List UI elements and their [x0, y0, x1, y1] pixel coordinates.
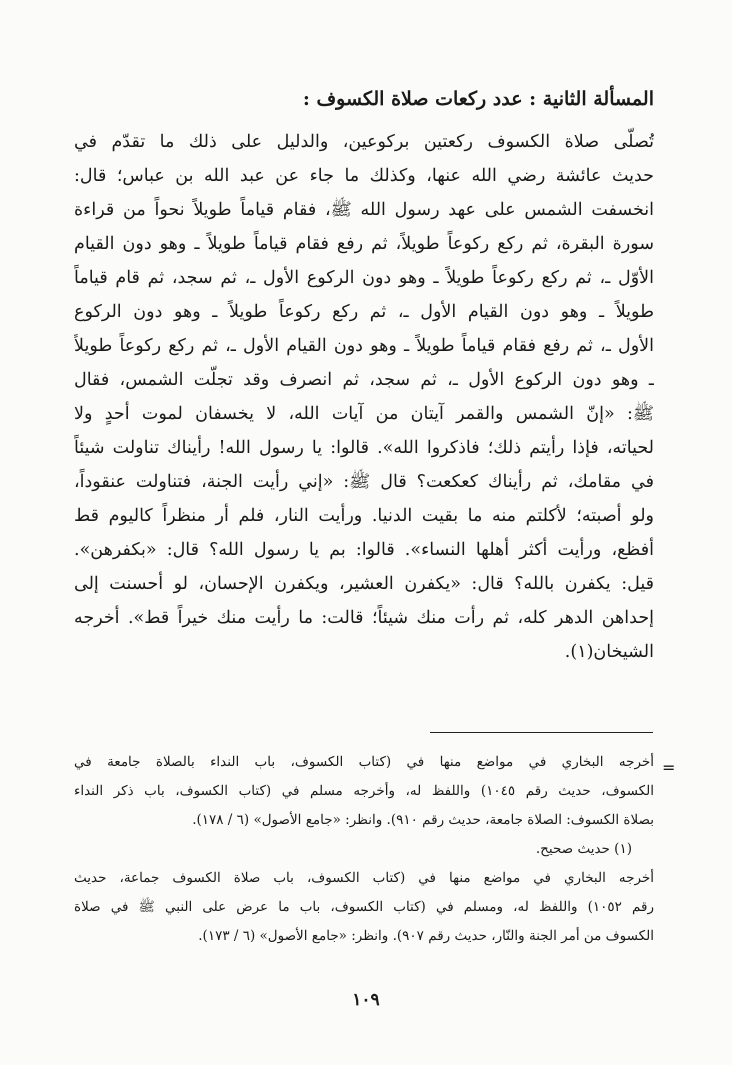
text-line: ولو أصبته؛ لأكلتم منه ما بقيت الدنيا. ورأيت النار، فلم أر منظراً كاليوم قط [74, 506, 654, 526]
text-line: ﷺ: «إنّ الشمس والقمر آيتان من آيات الله، لا يخسفان لموت أحدٍ ولا [74, 404, 654, 424]
footnote-line: أخرجه البخاري في مواضع منها في (كتاب الكسوف، باب النداء بالصلاة جامعة في [74, 754, 654, 770]
text-line: ـ وهو دون الركوع الأول ـ، ثم سجد، ثم انصرف وقد تجلّت الشمس، فقال [74, 370, 654, 390]
text-line: الأول ـ، ثم رفع فقام قياماً طويلاً ـ وهو دون القيام الأول ـ، ثم ركع ركوعاً طويلاً [74, 336, 654, 356]
text-line: لحياته، فإذا رأيتم ذلك؛ فاذكروا الله». قالوا: يا رسول الله! رأيناك تناولت شيئاً [74, 438, 654, 458]
section-heading: المسألة الثانية : عدد ركعات صلاة الكسوف : [302, 88, 654, 110]
text-line: أفظع، ورأيت أكثر أهلها النساء». قالوا: بم يا رسول الله؟ قال: «بكفرهن». [74, 540, 654, 560]
text-line: إحداهن الدهر كله، ثم رأت منك شيئاً؛ قالت: ما رأيت منك خيراً قط». أخرجه [74, 608, 654, 628]
continuation-mark: = [662, 758, 676, 777]
main-text [74, 125, 654, 669]
footnote-line: الكسوف من أمر الجنة والنّار، حديث رقم ٩٠٧). وانظر: «جامع الأصول» (٦ / ١٧٣). [198, 928, 654, 944]
footnote-separator [430, 732, 653, 733]
footnote-line: الكسوف، حديث رقم ١٠٤٥) واللفظ له، وأخرجه مسلم في (كتاب الكسوف، باب ذكر النداء [74, 783, 654, 799]
footnote-line: رقم ١٠٥٢) واللفظ له، ومسلم في (كتاب الكسوف، باب ما عرض على النبي ﷺ في صلاة [74, 899, 654, 915]
footnote-line: أخرجه البخاري في مواضع منها في (كتاب الكسوف، باب صلاة الكسوف جماعة، حديث [74, 870, 654, 886]
footnote-line: (١) حديث صحيح. [535, 841, 632, 857]
text-line: سورة البقرة، ثم ركع ركوعاً طويلاً، ثم رفع فقام قياماً طويلاً ـ وهو دون القيام [74, 234, 654, 254]
text-line: حديث عائشة رضي الله عنها، وكذلك ما جاء عن عبد الله بن عباس؛ قال: [74, 166, 654, 186]
footnotes [74, 748, 654, 951]
page-number: ١٠٩ [352, 990, 380, 1010]
text-line: انخسفت الشمس على عهد رسول الله ﷺ، فقام قياماً طويلاً نحواً من قراءة [74, 200, 654, 220]
text-line: تُصلّى صلاة الكسوف ركعتين بركوعين، والدليل على ذلك ما تقدّم في [74, 132, 654, 152]
footnote-line: بصلاة الكسوف: الصلاة جامعة، حديث رقم ٩١٠). وانظر: «جامع الأصول» (٦ / ١٧٨). [192, 812, 654, 828]
text-line: في مقامك، ثم رأيناك كعكعت؟ قال ﷺ: «إني رأيت الجنة، فتناولت عنقوداً، [74, 472, 654, 492]
text-line: قيل: يكفرن بالله؟ قال: «يكفرن العشير، ويكفرن الإحسان، لو أحسنت إلى [74, 574, 654, 594]
text-line: الشيخان(١). [564, 642, 654, 662]
text-line: طويلاً ـ وهو دون القيام الأول ـ، ثم ركع ركوعاً طويلاً ـ وهو دون الركوع [74, 302, 654, 322]
text-line: الأوّل ـ، ثم ركع ركوعاً طويلاً ـ وهو دون الركوع الأول ـ، ثم سجد، ثم قام قياماً [74, 268, 654, 288]
